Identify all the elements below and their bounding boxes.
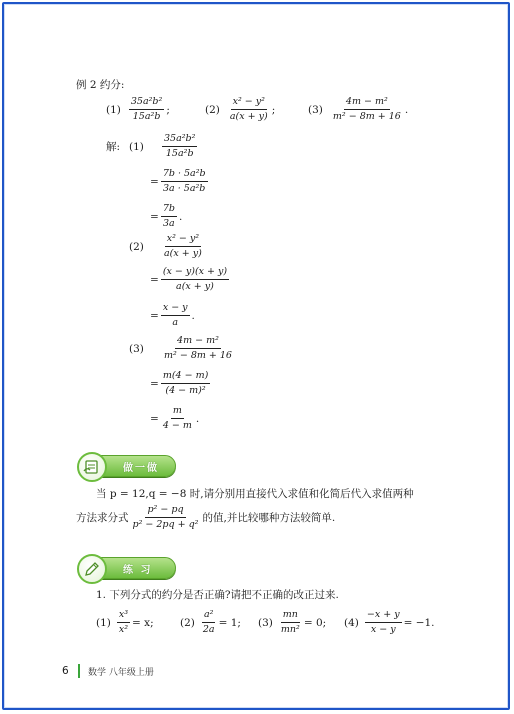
fraction-denominator: a(x + y) <box>176 281 214 292</box>
equals-sign: = <box>150 210 159 223</box>
fraction-numerator: x² − y² <box>231 96 267 110</box>
solution-part-label: (3) <box>129 343 144 355</box>
equals-sign: = <box>150 412 159 425</box>
example-item-3 <box>308 96 408 123</box>
exercise-result: = x; <box>132 616 154 629</box>
fraction-denominator: 4 − m <box>162 420 192 431</box>
activity-text: 的值,并比较哪种方法较简单. <box>202 511 336 524</box>
fraction-numerator: a² <box>202 609 215 623</box>
solution-label: 解: <box>106 141 121 153</box>
fraction-denominator: a <box>172 317 179 328</box>
solution-step <box>150 168 208 195</box>
fraction-numerator: 35a²b² <box>129 96 164 110</box>
exercise-item-label: (3) <box>258 616 273 629</box>
fraction-numerator: p² − pq <box>145 504 185 518</box>
activity-fraction <box>131 504 201 531</box>
activity-banner <box>78 455 176 477</box>
example-item-label: (1) <box>106 103 121 116</box>
exercise-item-1 <box>96 609 154 636</box>
fraction-denominator: 15a²b <box>132 111 161 122</box>
fraction-numerator: m(4 − m) <box>161 370 210 384</box>
fraction-denominator: (4 − m)² <box>165 385 206 396</box>
fraction-numerator: 4m − m² <box>344 96 390 110</box>
fraction-numerator: x² − y² <box>165 233 201 247</box>
separator: ; <box>166 103 170 116</box>
fraction-numerator: 7b · 5a²b <box>161 168 208 182</box>
fraction-denominator: m² − 8m + 16 <box>164 350 232 361</box>
exercise-item-label: (2) <box>180 616 195 629</box>
solution-step <box>150 405 199 432</box>
fraction-denominator: mn² <box>280 624 300 635</box>
end-punct: . <box>178 210 183 223</box>
end-punct: . <box>195 412 200 425</box>
step-fraction <box>161 203 177 230</box>
pencil-icon <box>77 554 107 584</box>
example-item-2 <box>205 96 275 123</box>
solution-step <box>162 335 234 362</box>
exercise-result: = −1. <box>403 616 435 629</box>
exercise-item-label: (4) <box>344 616 359 629</box>
step-fraction <box>161 302 190 329</box>
example-fraction <box>129 96 164 123</box>
solution-step <box>150 203 182 230</box>
hand-note-icon <box>77 452 107 482</box>
fraction-numerator: mn <box>281 609 300 623</box>
exercise-item-3 <box>258 609 326 636</box>
exercise-banner <box>78 557 176 579</box>
solution-step <box>150 266 229 293</box>
fraction-numerator: x − y <box>161 302 190 316</box>
fraction-denominator: m² − 8m + 16 <box>332 111 401 122</box>
fraction-denominator: p² − 2pq + q² <box>132 519 199 530</box>
exercise-question: 1. 下列分式的约分是否正确?请把不正确的改正过来. <box>96 589 339 601</box>
fraction-denominator: 2a <box>202 624 215 635</box>
exercise-result: = 0; <box>303 616 327 629</box>
equals-sign: = <box>150 273 159 286</box>
solution-step <box>150 302 195 329</box>
fraction-denominator: 3a · 5a²b <box>163 183 206 194</box>
exercise-result: = 1; <box>218 616 241 629</box>
step-fraction <box>161 266 229 293</box>
equals-sign: = <box>150 175 159 188</box>
page-number: 6 <box>62 665 69 677</box>
activity-line-1: 当 p = 12,q = −8 时,请分别用直接代入求值和化简后代入求值两种 <box>96 488 414 500</box>
separator: . <box>404 103 409 116</box>
exercise-item-4 <box>344 609 435 636</box>
exercise-item-label: (1) <box>96 616 111 629</box>
solution-step <box>162 133 197 160</box>
step-fraction <box>161 370 210 397</box>
activity-label: 做一做 <box>123 463 159 474</box>
fraction-numerator: 7b <box>161 203 177 217</box>
solution-step <box>162 233 204 260</box>
example-fraction <box>331 96 403 123</box>
fraction-numerator: (x − y)(x + y) <box>161 266 229 280</box>
solution-step <box>150 370 210 397</box>
example-heading: 例 2 约分: <box>76 79 125 91</box>
separator: ; <box>271 103 276 116</box>
fraction-denominator: 3a <box>163 218 175 229</box>
example-item-1 <box>106 96 170 123</box>
step-fraction <box>162 133 197 160</box>
footer-divider <box>78 664 80 678</box>
exercise-fraction <box>279 609 302 636</box>
fraction-denominator: 15a²b <box>165 148 194 159</box>
exercise-fraction <box>117 609 130 636</box>
exercise-fraction <box>365 609 402 636</box>
fraction-numerator: 4m − m² <box>175 335 221 349</box>
end-punct: . <box>191 309 195 322</box>
fraction-numerator: 35a²b² <box>162 133 197 147</box>
activity-text: 方法求分式 <box>76 511 129 524</box>
footer-book-title: 数学 八年级上册 <box>88 668 154 678</box>
step-fraction <box>162 233 204 260</box>
fraction-denominator: a(x + y) <box>164 248 202 259</box>
equals-sign: = <box>150 377 159 390</box>
example-item-label: (2) <box>205 103 220 116</box>
fraction-denominator: x² <box>118 624 129 635</box>
solution-part-label: (1) <box>129 141 144 153</box>
exercise-label: 练 习 <box>123 565 153 576</box>
fraction-denominator: x − y <box>370 624 396 635</box>
step-fraction <box>161 405 194 432</box>
example-item-label: (3) <box>308 103 323 116</box>
fraction-numerator: m <box>171 405 184 419</box>
activity-line-2 <box>76 504 335 531</box>
step-fraction <box>161 168 208 195</box>
equals-sign: = <box>150 309 159 322</box>
fraction-numerator: x³ <box>117 609 130 623</box>
exercise-item-2 <box>180 609 241 636</box>
example-fraction <box>228 96 270 123</box>
fraction-numerator: −x + y <box>365 609 402 623</box>
step-fraction <box>162 335 234 362</box>
solution-part-label: (2) <box>129 241 144 253</box>
exercise-fraction <box>201 609 217 636</box>
fraction-denominator: a(x + y) <box>229 111 268 122</box>
